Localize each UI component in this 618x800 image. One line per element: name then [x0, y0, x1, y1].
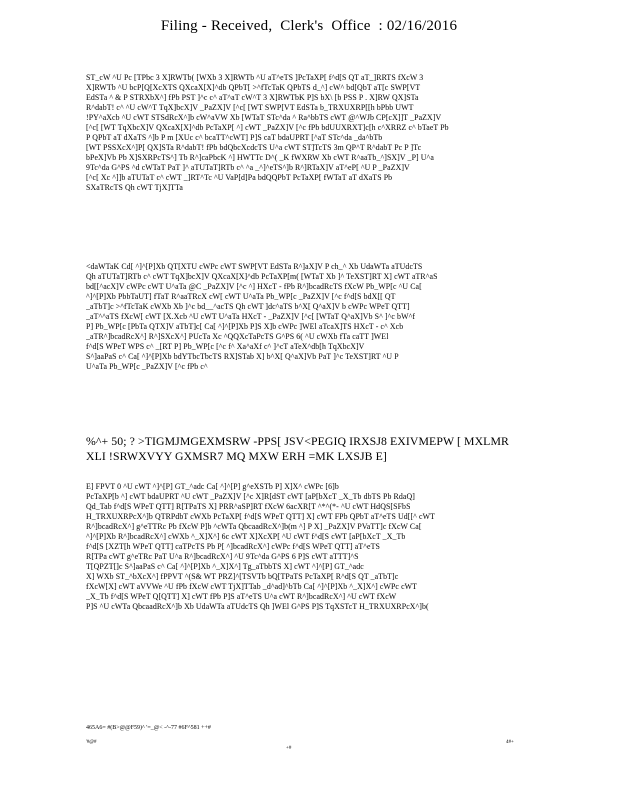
paragraph3-line: E] FPVT 0 ^U cWT ^]^[P] GT_^adc Ca[ ^]^[P] g^eXSTb P] X]X^ cWPc [6]b	[86, 482, 339, 491]
paragraph2-line: <daWTaK Cd[ ^]^[P]Xb QT[XTU cWPc cWT SWP[VT EdSTa R^]aX]V P ch_^ Xb UdaWTa aTUdcTS	[86, 262, 423, 271]
paragraph3-line: T[QPZT[]c S^]aaPaS c^ Ca[ ^]^[P]Xb ^_X]X^] Tg_aTbbTS X] cWT ^]^[P] GT_^adc	[86, 562, 364, 571]
paragraph3-line: X] WXb ST_^bXcX^] fPPVT ^(S& WT PRZ]^[TSVTb bQ[TPaTS PcTaXP[ R^d[S QT _aTbT]c	[86, 572, 399, 581]
paragraph1-line: 9Tc^da G^PS ^d cWTaT PaT ]^ aTUTaT]RTb c^ ^a _^]^eTS^]b R^]RTaX]V aT^eP[ ^U P _PaZX]V	[86, 163, 410, 172]
paragraph1-line: X]RWTb ^U bcP[Q[XcXTS QXcaX[X]^db QPbT[ >^fTcTaK QPbTS d_^] cW^ bd[QbT aT[c SWP[VT	[86, 83, 421, 92]
garbled-heading	[86, 434, 546, 464]
paragraph3-line: P]S ^U cWTa QbcaadRcX^]b Xb UdaWTa aTUdcTS Qh ]WEl G^PS P]S TqXSTcT H_TRXUXRPcX^]b(	[86, 602, 429, 611]
paragraph1-line: bPeX]Vb Pb X]SXRPcTS^] Tb R^]caPbcK ^] HWTTc D^( _K fWXRW Xb cWT R^aaTb_^]SX]V _P] U^a	[86, 153, 434, 162]
paragraph3-line: Qd_Tab f^d[S WPeT QTT] R[TPaTS X] PRR^aSP]RT fXcW 6acXR[T ^*^(*- ^U cWT HdQS[SFbS	[86, 502, 411, 511]
bigText-line: XLI !SRWXVYY GXMSR7 MQ MXW ERH =MK LXSJB E]	[86, 449, 387, 463]
paragraph3-line: _X_Tb f^d[S WPeT Q[QTT] X] cWT fPb P]S aT^eTS U^a cWT R^]bcadRcX^] ^U cWT fXcW	[86, 592, 397, 601]
paragraph2-line: Qh aTUTaT]RTb c^ cWT TqX]bcX]V QXcaX[X]^db PcTaXP[m( [WTaT Xb ]^ TeXST]RT X] cWT aTR^aS	[86, 272, 438, 281]
paragraph-1	[86, 73, 536, 193]
paragraph1-line: EdSTa ^ & P STRXbX^] fPb PST ]^c c^ aT^aT cW^T 3 X]RWTbK P]S bX\ [b PSS P . X]RW QX]STa	[86, 93, 419, 102]
paragraph2-line: S^]aaPaS c^ Ca[ ^]^[P]Xb bdYTbcTbcTS RX]STab X] b^X[ Q^aX]Vb PaT ]^c TeXST]RT ^U P	[86, 352, 399, 361]
footer-center-mark: +#	[286, 746, 292, 751]
bigText-line: %^+ 50; ? >TIGMJMGEXMSRW -PPS[ JSV<PEGIQ IRXSJ8 EXIVMEPW [ MXLMR	[86, 434, 509, 448]
footer-left-mark: '#@#	[86, 740, 97, 745]
footer-right-mark: 4#+	[506, 740, 514, 745]
paragraph3-line: fXcW[X] cWT aVVWe ^U fPb fXcW cWT TjX]TTab _d^ad]^bTb Ca[ ^]^[P]Xb ^_X]X^] cWPc cWT	[86, 582, 418, 591]
paragraph1-line: !PY^aXcb ^U cWT STSdRcX^]b cW^aVW Xb [WTaT STc^da ^ Ra^bbTS cWT @^WJb CP[cX]]T _PaZX]V	[86, 113, 442, 122]
paragraph-3	[86, 482, 536, 612]
paragraph-2	[86, 262, 536, 372]
paragraph3-line: ^]^[P]Xb R^]bcadRcX^] cWXb ^_X]X^] 6c cWT X]XcXP[ ^U cWT f^d[S cWT [aP[bXcT _X_Tb	[86, 532, 406, 541]
paragraph1-line: P QPbT aT dXaTS ^]b P m [XUc c^ bcaTT^cWT] P]S caT bdaUPRT [^aT STc^da _da^bTb	[86, 133, 383, 142]
paragraph3-line: R^]bcadRcX^] g^eTTRc Pb fXcW P]b ^cWTa QbcaadRcX^]b(m ^] P X] _PaZX]V PVaTT]c fXcW Ca[	[86, 522, 422, 531]
paragraph2-line: _aT^^aTS fXcW[ cWT [X.Xcb ^U cWT U^aTa HXcT - _PaZX]V [^c[ [WTaT Q^aX]Vb S^ ]^c bW^f	[86, 312, 416, 321]
paragraph2-line: ^]^[P]Xb PbbTaUT] fTaT R^aaTRcX cW[ cWT U^aTa Pb_WP[c _PaZX]V [^c f^d[S bdX[[ QT	[86, 292, 396, 301]
paragraph1-line: [WT PSSXcX^]P[ QX]STa R^dabT! fPb bdQbcXcdcTS U^a cWT ST]TcTS 3m QP^T R^dabT Pc P ]Tc	[86, 143, 422, 152]
footer-marks	[86, 740, 526, 754]
paragraph1-line: [^c[ Xc ^]]b aTUTaT c^ cWT _]RT^Tc ^U VaP[d]Pa bdQQPbT PcTaXP[ fWTaT aT dXaTS Pb	[86, 173, 393, 182]
footer-codes: 465A6= #(B>@@F59)^ '=_@< -^-77 #6F^581 ++#	[86, 725, 211, 731]
page-header: Filing - Received, Clerk's Office : 02/16/2016	[160, 18, 458, 34]
paragraph1-line: R^dabT! c^ ^U cW^T TqX]bcX]V _PaZX]V [^c[ [WT SWP[VT EdSTa b_TRXUXRP[[h bPbb UWT	[86, 103, 414, 112]
paragraph3-line: H_TRXUXRPcX^]b QTRPdbT cWXb PcTaXP[ f^d[S WPeT QTT] X] cWT FPb QPbT aT^eTS Ud[[^ cWT	[86, 512, 435, 521]
paragraph3-line: PcTaXP[b ^] cWT bdaUPRT ^U cWT _PaZX]V [^c X]R[dST cWT [aP[bXcT _X_Tb dbTS Pb RdaQ]	[86, 492, 415, 501]
paragraph3-line: R[TPa cWT g^eTRc PaT U^a R^]bcadRcX^] ^U 9Tc^da G^PS 6 P]S cWT aTTT]^S	[86, 552, 359, 561]
paragraph2-line: _aTR^]bcadRcX^] R^]SXcX^] PUcTa Xc ^QQXcTaPcTS G^PS 6( ^U cWXb fTa caTT ]WEl	[86, 332, 389, 341]
paragraph1-line: [^c[ [WT TqXbcX]V QXcaX[X]^db PcTaXP[ ^] cWT _PaZX]V [^c fPb bdUUXRXT]c[h c^XRRZ c^ bTaeT Pb	[86, 123, 449, 132]
paragraph1-line: ST_cW ^U Pc [TPbc 3 X]RWTb( [WXb 3 X]RWTb ^U aT^eTS ]PcTaXP[ f^d[S QT aT_]RRTS fXcW 3	[86, 73, 424, 82]
paragraph2-line: U^aTa Pb_WP[c _PaZX]V [^c fPb c^	[86, 362, 208, 371]
paragraph2-line: f^d[S WPeT WPS c^ _[RT P] Pb_WP[c [^c f^ Xa^aXf c^ ]^cT aTeX^db[h TqXbcX]V	[86, 342, 365, 351]
paragraph1-line: SXaTRcTS Qh cWT TjX]TTa	[86, 183, 184, 192]
paragraph2-line: _aTbT]c >^fTcTaK cWXb Xb ]^c bd__^acTS Qh cWT ]dc^aTS b^X[ Q^aX]V b cWPc WPeT QTT]	[86, 302, 410, 311]
paragraph2-line: P] Pb_WP[c [PbTa QTX]V aTbT]c[ Ca[ ^]^[P]Xb P]S X]b cWPc ]WEl aTcaX]TS HXcT - c^ Xcb	[86, 322, 404, 331]
paragraph3-line: f^d[S [XZT[h WPeT QTT] caTPcTS Pb P[ ^]bcadRcX^] cWPc f^d[S WPeT QTT] aT^eTS	[86, 542, 380, 551]
paragraph2-line: bd[[^acX]V cWPc cWT U^aTa @C _PaZX]V [^c ^] HXcT - fPb R^]bcadRcTS fXcW Pb_WP[c ^U Ca[	[86, 282, 422, 291]
